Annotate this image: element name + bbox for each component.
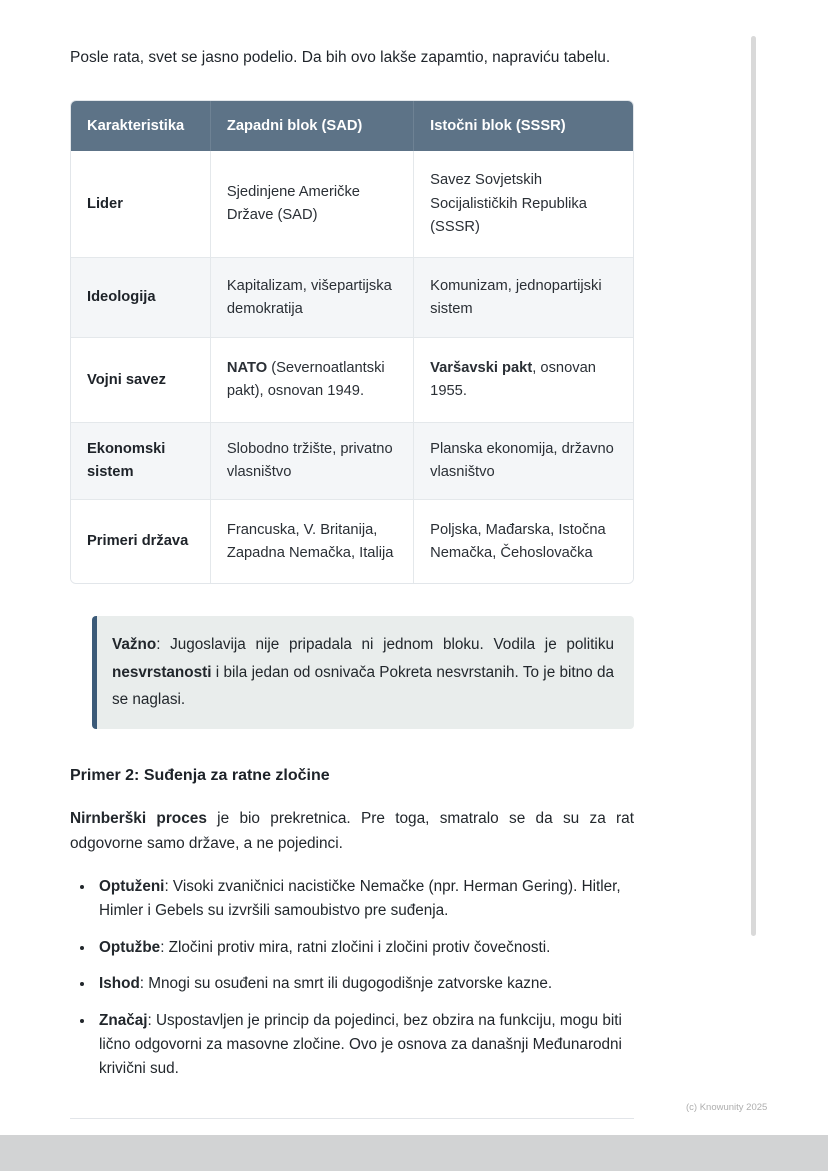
table-row-lider [71,151,633,258]
watermark: (c) Knowunity 2025 [686,1102,768,1113]
bold-segment: Optužbe [99,938,161,956]
row-label: Vojni savez [71,338,211,423]
table-cell [211,151,414,258]
table-cell [211,500,414,583]
bold-segment: Nirnberški proces [70,809,207,827]
row-label: Primeri država [71,500,211,583]
text-segment: Francuska, V. Britanija, Zapadna Nemačka, Italija [226,521,394,561]
page-bottom-edge [0,1135,828,1171]
text-segment: : Jugoslavija nije pripadala ni jednom bloku. Vodila je politiku [156,636,614,654]
table-row-vojni-savez [71,338,633,423]
table-cell [211,258,414,338]
bold-segment: NATO [226,360,268,377]
list-item-znacaj [95,1009,634,1082]
text-segment: je bio prekretnica. Pre toga, smatralo se da su za rat odgovorne samo države, a ne pojedinci. [70,809,634,853]
table-cell [211,338,414,423]
bold-segment: Važno [112,636,157,654]
text-segment: i bila jedan od osnivača Pokreta nesvrstanih. To je bitno da se naglasi. [112,663,614,709]
row-label: Ekonomski sistem [71,423,211,500]
intro-paragraph: Posle rata, svet se jasno podelio. Da bih ovo lakše zapamtio, napraviću tabelu. [70,49,611,66]
text-segment: Savez Sovjetskih Socijalističkih Republika (SSSR) [430,172,587,235]
blocks-table [71,101,633,583]
document-content [70,0,634,1170]
table-row-ekonomski-sistem [71,423,633,500]
bold-segment: Varšavski pakt [430,360,533,377]
table-row-primeri-drzava [71,500,633,583]
section-divider [70,1118,634,1119]
table-header-zapadni-blok: Zapadni blok (SAD) [211,101,414,151]
list-item-optuzeni [95,875,634,924]
list-item-optuzbe [95,936,634,960]
text-segment: , osnovan 1955. [430,360,596,400]
text-segment: : Mnogi su osuđeni na smrt ili dugogodišnje zatvorske kazne. [139,975,553,993]
bold-segment: Značaj [99,1011,148,1029]
row-label: Ideologija [71,258,211,338]
section-heading-primer2: Primer 2: Suđenja za ratne zločine [70,766,330,784]
table-cell [414,423,633,500]
text-segment: (Severnoatlantski pakt), osnovan 1949. [226,360,385,400]
table-cell [211,423,414,500]
text-segment: Poljska, Mađarska, Istočna Nemačka, Čehoslovačka [430,521,606,561]
table-header-row [71,101,633,151]
comparison-table [70,100,634,584]
text-segment: Sjedinjene Američke Države (SAD) [226,184,360,224]
table-cell [414,258,633,338]
text-segment: : Uspostavljen je princip da pojedinci, bez obzira na funkciju, mogu biti lično odgovorni za masovne zločine. Ovo je osnova za današnji Međunarodni krivični sud. [99,1011,622,1078]
text-segment: Planska ekonomija, državno vlasništvo [430,441,614,481]
nirnberg-paragraph [70,806,634,857]
bold-segment: Ishod [99,975,140,993]
row-label: Lider [71,151,211,258]
table-header-karakteristika: Karakteristika [71,101,211,151]
table-cell [414,151,633,258]
important-callout [92,616,634,729]
bold-segment: nesvrstanosti [112,663,212,681]
bullet-list [70,875,634,1082]
table-row-ideologija [71,258,633,338]
table-cell [414,338,633,423]
table-header-istocni-blok: Istočni blok (SSSR) [414,101,633,151]
text-segment: : Zločini protiv mira, ratni zločini i zločini protiv čovečnosti. [160,938,551,956]
text-segment: Kapitalizam, višepartijska demokratija [226,277,392,317]
text-segment: : Visoki zvaničnici nacističke Nemačke (npr. Herman Gering). Hitler, Himler i Gebels su izvršili samoubistvo pre suđenja. [99,877,621,920]
list-item-ishod [95,972,634,996]
bold-segment: Optuženi [99,877,165,895]
table-cell [414,500,633,583]
scrollbar-thumb[interactable] [751,36,756,936]
text-segment: Slobodno tržište, privatno vlasništvo [226,441,393,481]
text-segment: Komunizam, jednopartijski sistem [430,277,602,317]
